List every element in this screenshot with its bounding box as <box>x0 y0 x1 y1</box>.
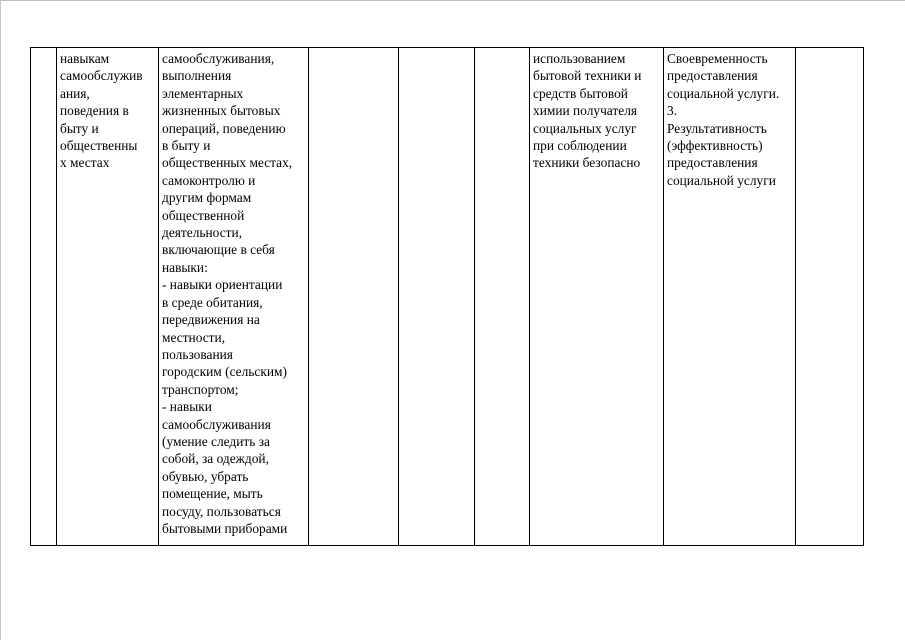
services-table <box>30 47 864 546</box>
table-row <box>31 48 864 546</box>
cell-service-name: навыкам самообслужив ания, поведения в быту и общественны х местах <box>57 48 159 546</box>
cell-conditions: использованием бытовой техники и средств бытовой химии получателя социальных услуг при соблюдении техники безопасно <box>530 48 664 546</box>
cell-service-description: самообслуживания, выполнения элементарных жизненных бытовых операций, поведению в быту и общественных местах, самоконтролю и другим формам общественной деятельности, включающие в себя навыки: - навыки ориентации в среде обитания, передвижения на местности, пользования городским (сельским) транспортом; - навыки самообслуживания (умение следить за собой, за одеждой, обувью, убрать помещение, мыть посуду, пользоваться бытовыми приборами <box>159 48 309 546</box>
cell-number <box>31 48 57 546</box>
scan-left-edge <box>0 0 3 640</box>
cell-quality-indicators: Своевременность предоставления социальной услуги. 3. Результативность (эффективность) предоставления социальной услуги <box>664 48 796 546</box>
cell-empty-a <box>309 48 399 546</box>
cell-empty-d <box>796 48 864 546</box>
cell-empty-c <box>475 48 530 546</box>
cell-empty-b <box>399 48 475 546</box>
scan-top-edge <box>0 0 905 4</box>
